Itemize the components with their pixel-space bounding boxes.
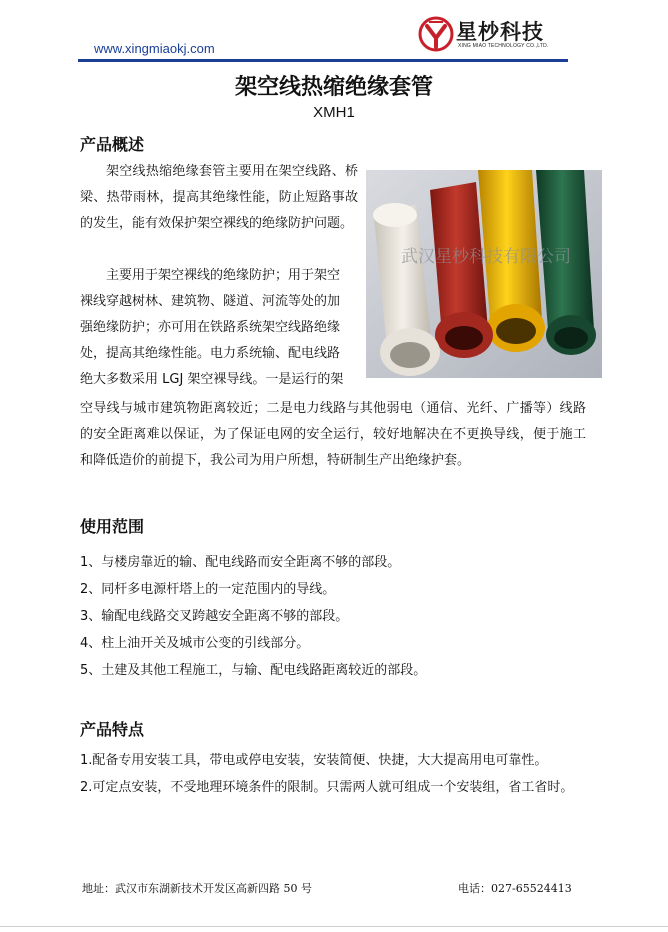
logo-subtitle: XING MIAO TECHNOLOGY CO.,LTD. <box>458 43 549 49</box>
overview-line: 主要用于架空裸线的绝缘防护；用于架空 <box>106 268 341 283</box>
footer-phone: 电话：027-65524413 <box>458 882 572 895</box>
product-photo <box>366 170 602 378</box>
company-logo <box>418 14 568 54</box>
features-heading: 产品特点 <box>80 720 145 739</box>
logo-mark-icon <box>418 16 454 52</box>
website-url[interactable]: www.xingmiaokj.com <box>94 41 215 56</box>
footer-divider <box>0 926 668 927</box>
page-header <box>0 0 668 62</box>
overview-heading: 产品概述 <box>80 135 145 154</box>
scope-item: 5、土建及其他工程施工，与输、配电线路距离较近的部段。 <box>80 663 427 678</box>
overview-line: 裸线穿越树林、建筑物、隧道、河流等处的加 <box>80 294 341 309</box>
footer-address: 地址：武汉市东湖新技术开发区高新四路 50 号 <box>82 882 312 895</box>
model-number: XMH1 <box>313 104 355 121</box>
overview-tail: 空导线与城市建筑物距离较近；二是电力线路与其他弱电（通信、光纤、广播等）线路的安全距离难以保证，为了保证电网的安全运行，较好地解决在不更换导线，便于施工和降低造价的前提下，我公司为用户所想，特研制生产出绝缘护套。 <box>80 401 586 468</box>
page-title: 架空线热缩绝缘套管 <box>234 75 433 100</box>
overview-line: 强绝缘防护；亦可用在铁路系统架空线路绝缘 <box>80 320 341 335</box>
logo-name: 星杪科技 <box>456 20 544 44</box>
feature-item: 1.配备专用安装工具，带电或停电安装，安装简便、快捷，大大提高用电可靠性。 <box>80 753 548 768</box>
header-divider <box>78 59 568 62</box>
scope-item: 3、输配电线路交叉跨越安全距离不够的部段。 <box>80 609 349 624</box>
scope-item: 4、柱上油开关及城市公变的引线部分。 <box>80 636 310 651</box>
scope-item: 2、同杆多电源杆塔上的一定范围内的导线。 <box>80 582 336 597</box>
overview-paragraph-1: 架空线热缩绝缘套管主要用在架空线路、桥梁、热带雨林，提高其绝缘性能，防止短路事故的发生，能有效保护架空裸线的绝缘防护问题。 <box>80 164 358 231</box>
photo-watermark: 武汉星杪科技有限公司 <box>401 247 571 267</box>
scope-item: 1、与楼房靠近的输、配电线路而安全距离不够的部段。 <box>80 555 401 570</box>
overview-line: 处，提高其绝缘性能。电力系统输、配电线路 <box>80 346 341 361</box>
overview-line: 绝大多数采用 LGJ 架空裸导线。一是运行的架 <box>80 372 344 387</box>
feature-item: 2.可定点安装，不受地理环境条件的限制。只需两人就可组成一个安装组，省工省时。 <box>80 780 574 795</box>
scope-heading: 使用范围 <box>80 517 145 536</box>
